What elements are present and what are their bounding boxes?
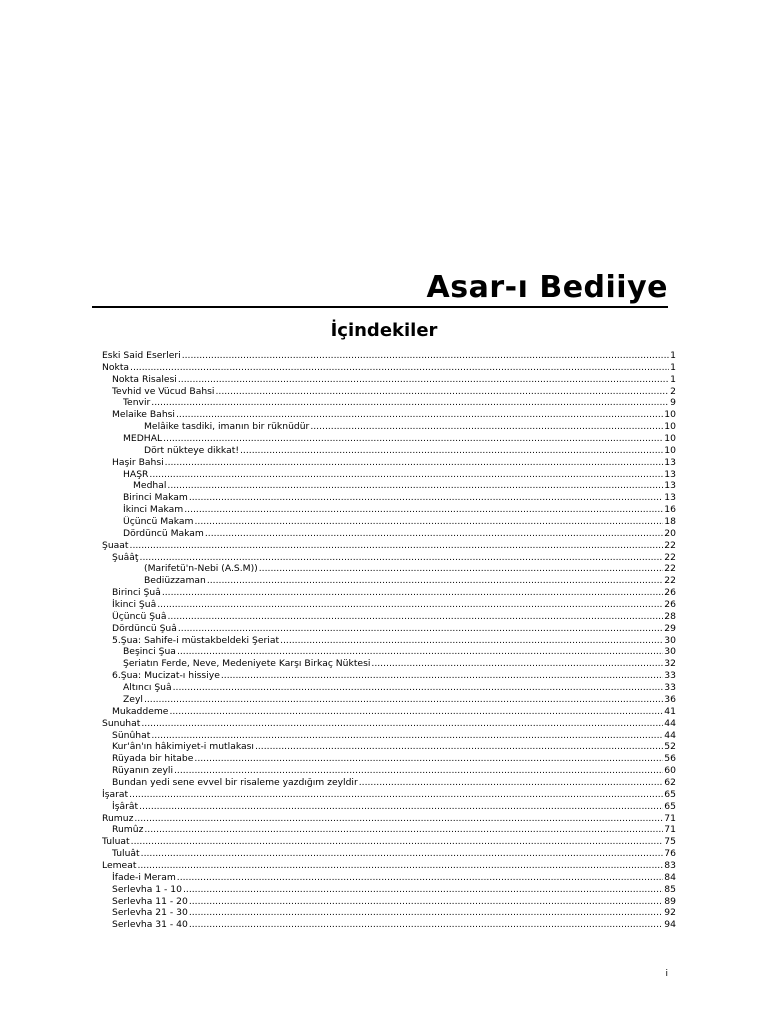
toc-entry-label: İkinci Makam [123, 504, 184, 516]
toc-entry-page: 83 [664, 859, 676, 871]
toc-leader-dots [165, 457, 664, 469]
toc-leader-dots [130, 362, 669, 374]
toc-leader-dots [130, 540, 664, 552]
toc-entry-label: Altıncı Şuâ [123, 682, 172, 694]
toc-leader-dots [189, 492, 663, 504]
toc-entry-page: 71 [664, 824, 676, 836]
toc-entry-page: 9 [670, 397, 676, 409]
toc-entry[interactable] [102, 362, 676, 374]
toc-leader-dots [137, 860, 663, 872]
toc-entry-page: 56 [664, 753, 676, 765]
toc-entry-page: 92 [664, 907, 676, 919]
toc-leader-dots [189, 919, 663, 931]
toc-entry-label: Haşir Bahsi [112, 456, 164, 468]
toc-entry[interactable] [102, 552, 676, 564]
toc-entry-page: 30 [664, 634, 676, 646]
toc-entry-label: Serlevha 21 - 30 [112, 907, 188, 919]
toc-entry[interactable] [102, 504, 676, 516]
toc-entry-label: Şuââţ [112, 551, 139, 563]
toc-entry[interactable] [102, 872, 676, 884]
toc-leader-dots [167, 480, 663, 492]
toc-entry[interactable] [102, 801, 676, 813]
toc-entry-label: Lemeat [102, 859, 137, 871]
toc-leader-dots [169, 706, 663, 718]
toc-entry-page: 65 [664, 788, 676, 800]
toc-entry-label: İkinci Şuâ [112, 599, 157, 611]
toc-entry-page: 33 [664, 670, 676, 682]
toc-entry-page: 13 [664, 468, 676, 480]
toc-entry-page: 84 [664, 871, 676, 883]
toc-leader-dots [178, 623, 663, 635]
toc-entry-label: Üçüncü Şuâ [112, 610, 167, 622]
toc-leader-dots [163, 433, 663, 445]
toc-leader-dots [141, 848, 664, 860]
toc-entry[interactable] [102, 575, 676, 587]
toc-entry-page: 13 [664, 492, 676, 504]
toc-leader-dots [151, 397, 669, 409]
toc-leader-dots [168, 611, 664, 623]
toc-entry-label: Bundan yedi sene evvel bir risaleme yazdığım zeyldir [112, 776, 358, 788]
toc-entry[interactable] [102, 469, 676, 481]
toc-entry-label: Tevhid ve Vücud Bahsi [112, 385, 215, 397]
toc-entry[interactable] [102, 540, 676, 552]
toc-leader-dots [183, 884, 663, 896]
toc-entry[interactable] [102, 528, 676, 540]
toc-entry-label: Şuaat [102, 539, 129, 551]
toc-entry[interactable] [102, 350, 676, 362]
toc-entry[interactable] [102, 706, 676, 718]
toc-entry[interactable] [102, 753, 676, 765]
toc-leader-dots [157, 599, 663, 611]
toc-entry-page: 10 [664, 433, 676, 445]
toc-entry[interactable] [102, 848, 676, 860]
toc-entry-label: Serlevha 1 - 10 [112, 883, 182, 895]
toc-entry-page: 18 [664, 516, 676, 528]
toc-entry-label: HAŞR [123, 468, 149, 480]
toc-leader-dots [205, 528, 663, 540]
toc-entry[interactable] [102, 682, 676, 694]
toc-entry[interactable] [102, 421, 676, 433]
toc-heading: İçindekiler [330, 320, 438, 341]
toc-entry[interactable] [102, 919, 676, 931]
toc-entry-page: 22 [664, 539, 676, 551]
toc-entry-label: Serlevha 11 - 20 [112, 895, 188, 907]
toc-entry[interactable] [102, 777, 676, 789]
toc-entry-page: 22 [664, 575, 676, 587]
toc-entry-label: Dördüncü Şuâ [112, 622, 177, 634]
toc-entry-page: 76 [664, 848, 676, 860]
toc-leader-dots [184, 504, 663, 516]
toc-entry-page: 30 [664, 646, 676, 658]
toc-entry[interactable] [102, 694, 676, 706]
toc-leader-dots [240, 445, 663, 457]
toc-entry[interactable] [102, 623, 676, 635]
toc-entry-page: 44 [664, 729, 676, 741]
toc-entry-label: İfade-i Meram [112, 871, 176, 883]
toc-entry[interactable] [102, 433, 676, 445]
toc-entry-label: Mukaddeme [112, 705, 169, 717]
toc-entry-page: 22 [664, 551, 676, 563]
toc-entry-page: 71 [664, 812, 676, 824]
toc-entry[interactable] [102, 563, 676, 575]
toc-leader-dots [144, 694, 663, 706]
toc-leader-dots [182, 350, 669, 362]
toc-entry-label: Dört nükteye dikkat! [144, 444, 240, 456]
toc-entry-label: Nokta Risalesi [112, 373, 177, 385]
toc-entry[interactable] [102, 445, 676, 457]
toc-leader-dots [221, 670, 663, 682]
toc-entry-label: Tenvir [123, 397, 151, 409]
toc-entry-label: Kur'ân'ın hâkimiyet-i mutlakası [112, 741, 254, 753]
toc-leader-dots [129, 789, 663, 801]
toc-entry-page: 52 [664, 741, 676, 753]
toc-entry[interactable] [102, 824, 676, 836]
toc-entry-label: Zeyl [123, 693, 143, 705]
toc-entry-label: Üçüncü Makam [123, 516, 194, 528]
toc-leader-dots [189, 907, 663, 919]
toc-entry-label: Melâike tasdiki, imanın bir rüknüdür [144, 421, 310, 433]
toc-entry[interactable] [102, 907, 676, 919]
toc-leader-dots [359, 777, 664, 789]
toc-entry-label: Melaike Bahsi [112, 409, 175, 421]
toc-entry-page: 89 [664, 895, 676, 907]
toc-entry-page: 85 [664, 883, 676, 895]
toc-entry-page: 13 [664, 456, 676, 468]
toc-entry-label: İşarat [102, 788, 129, 800]
toc-entry-label: Beşinci Şua [123, 646, 176, 658]
toc-entry[interactable] [102, 397, 676, 409]
toc-leader-dots [177, 646, 663, 658]
toc-entry[interactable] [102, 860, 676, 872]
toc-entry-label: İşârât [112, 800, 139, 812]
toc-entry-page: 16 [664, 504, 676, 516]
toc-entry-page: 60 [664, 765, 676, 777]
toc-leader-dots [140, 552, 664, 564]
toc-leader-dots [178, 374, 669, 386]
toc-leader-dots [144, 824, 663, 836]
toc-leader-dots [162, 587, 663, 599]
toc-entry[interactable] [102, 635, 676, 647]
toc-leader-dots [280, 635, 663, 647]
toc-entry-page: 75 [664, 836, 676, 848]
toc-entry[interactable] [102, 670, 676, 682]
toc-entry[interactable] [102, 611, 676, 623]
toc-entry-page: 94 [664, 919, 676, 931]
toc-entry[interactable] [102, 516, 676, 528]
toc-entry[interactable] [102, 658, 676, 670]
toc-entry-page: 41 [664, 705, 676, 717]
toc-entry-page: 1 [670, 361, 676, 373]
toc-entry-page: 22 [664, 563, 676, 575]
toc-entry[interactable] [102, 896, 676, 908]
toc-leader-dots [149, 469, 663, 481]
toc-entry-label: Tuluat [102, 836, 130, 848]
toc-leader-dots [195, 516, 664, 528]
title-divider [92, 306, 668, 308]
table-of-contents [102, 350, 676, 931]
toc-entry-label: Birinci Makam [123, 492, 188, 504]
toc-entry-label: Sünûhat [112, 729, 151, 741]
toc-leader-dots [371, 658, 663, 670]
toc-leader-dots [215, 386, 669, 398]
toc-entry-page: 10 [664, 409, 676, 421]
toc-entry-label: 5.Şua: Sahife-i müstakbeldeki Şeriat [112, 634, 280, 646]
toc-leader-dots [189, 896, 663, 908]
toc-entry-page: 44 [664, 717, 676, 729]
toc-entry-page: 29 [664, 622, 676, 634]
toc-entry-page: 10 [664, 421, 676, 433]
toc-entry[interactable] [102, 730, 676, 742]
toc-leader-dots [177, 872, 664, 884]
toc-entry[interactable] [102, 884, 676, 896]
toc-entry[interactable] [102, 646, 676, 658]
toc-entry[interactable] [102, 813, 676, 825]
toc-entry[interactable] [102, 386, 676, 398]
toc-leader-dots [134, 813, 663, 825]
toc-entry[interactable] [102, 374, 676, 386]
toc-entry-label: Serlevha 31 - 40 [112, 919, 188, 931]
page-number: i [665, 969, 668, 979]
toc-leader-dots [131, 836, 664, 848]
toc-entry[interactable] [102, 741, 676, 753]
toc-entry-label: MEDHAL [123, 433, 163, 445]
toc-entry-page: 36 [664, 693, 676, 705]
toc-entry-label: Rumûz [112, 824, 144, 836]
toc-entry-page: 1 [670, 350, 676, 361]
toc-entry[interactable] [102, 599, 676, 611]
toc-entry[interactable] [102, 480, 676, 492]
toc-entry[interactable] [102, 457, 676, 469]
toc-entry-label: Tuluât [112, 848, 140, 860]
toc-leader-dots [310, 421, 663, 433]
toc-entry-label: Birinci Şuâ [112, 587, 161, 599]
toc-entry-label: Rüyanın zeyli [112, 765, 173, 777]
toc-entry-page: 32 [664, 658, 676, 670]
document-title: Asar-ı Bediiye [426, 270, 668, 305]
toc-entry[interactable] [102, 765, 676, 777]
toc-entry[interactable] [102, 836, 676, 848]
toc-entry[interactable] [102, 718, 676, 730]
toc-leader-dots [194, 753, 663, 765]
toc-entry-label: Rumuz [102, 812, 134, 824]
toc-entry-label: Medhal [133, 480, 167, 492]
toc-entry-label: Bediüzzaman [144, 575, 206, 587]
toc-entry-label: (Marifetü'n-Nebi (A.S.M)) [144, 563, 258, 575]
toc-entry-page: 62 [664, 776, 676, 788]
toc-leader-dots [139, 801, 663, 813]
toc-entry-label: Şeriatın Ferde, Neve, Medeniyete Karşı Birkaç Nüktesi [123, 658, 371, 670]
toc-entry-page: 13 [664, 480, 676, 492]
toc-entry-label: Nokta [102, 361, 130, 373]
toc-entry-page: 26 [664, 599, 676, 611]
toc-entry-label: Dördüncü Makam [123, 527, 204, 539]
toc-entry-page: 26 [664, 587, 676, 599]
toc-entry-page: 65 [664, 800, 676, 812]
toc-entry-page: 1 [670, 373, 676, 385]
toc-leader-dots [255, 741, 663, 753]
toc-entry-page: 28 [664, 610, 676, 622]
toc-leader-dots [207, 575, 663, 587]
toc-entry-page: 10 [664, 444, 676, 456]
toc-leader-dots [174, 765, 663, 777]
toc-entry-label: 6.Şua: Mucizat-ı hissiye [112, 670, 220, 682]
toc-entry[interactable] [102, 789, 676, 801]
toc-leader-dots [176, 409, 663, 421]
toc-entry-page: 33 [664, 682, 676, 694]
toc-entry[interactable] [102, 492, 676, 504]
toc-entry[interactable] [102, 587, 676, 599]
toc-leader-dots [173, 682, 664, 694]
toc-entry[interactable] [102, 409, 676, 421]
toc-entry-label: Sunuhat [102, 717, 141, 729]
toc-entry-page: 2 [670, 385, 676, 397]
toc-leader-dots [151, 730, 663, 742]
toc-leader-dots [259, 563, 664, 575]
toc-leader-dots [141, 718, 663, 730]
toc-entry-label: Rüyada bir hitabe [112, 753, 194, 765]
toc-entry-page: 20 [664, 527, 676, 539]
toc-entry-label: Eski Said Eserleri [102, 350, 181, 361]
